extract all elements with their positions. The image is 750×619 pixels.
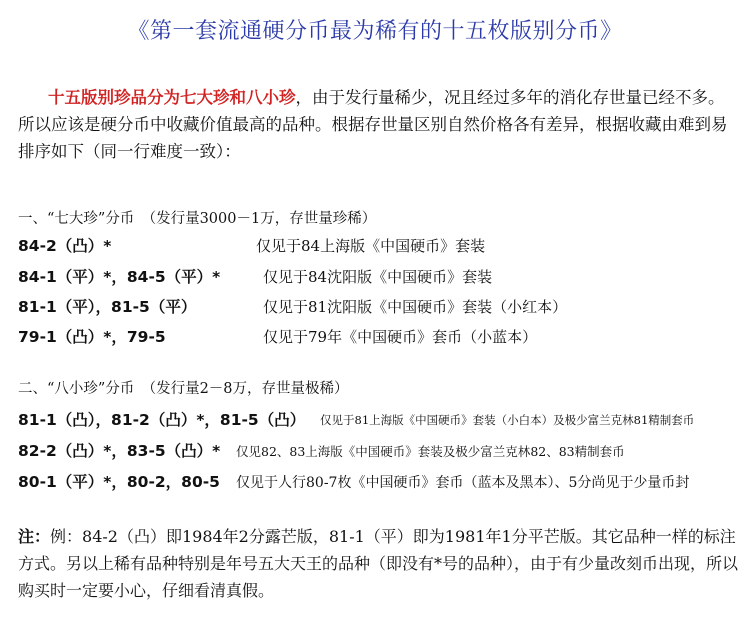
intro-highlight: 十五版别珍品分为七大珍和八小珍 [48, 88, 296, 107]
section1-heading: 一、“七大珍”分币 （发行量3000－1万，存世量珍稀） [18, 211, 377, 227]
coin-code: 80-1（平）*，80-2，80-5 [18, 473, 220, 491]
coin-code: 79-1（凸）*，79-5 [18, 328, 166, 346]
intro-paragraph [18, 84, 736, 165]
table-row [18, 325, 742, 353]
coin-code: 81-1（平），81-5（平） [18, 298, 197, 316]
page-title: 《第一套流通硬分币最为稀有的十五枚版别分币》 [127, 19, 623, 44]
coin-code: 81-1（凸），81-2（凸）*，81-5（凸） [18, 411, 306, 429]
coin-desc: 仅见82、83上海版《中国硬币》套装及极少富兰克林82、83精制套币 [236, 444, 625, 459]
coin-desc: 仅见于81沈阳版《中国硬币》套装（小红本） [263, 298, 568, 316]
coin-code: 82-2（凸）*，83-5（凸）* [18, 442, 221, 460]
note-text: 例：84-2（凸）即1984年2分露芒版，81-1（平）即为1981年1分平芒版。其它品种一样的标注方式。另以上稀有品种特别是年号五大天王的品种（即没有*号的品种），由于有少量改刻币出现，所以购买时一定要小心，仔细看清真假。 [18, 527, 739, 600]
table-row [18, 295, 742, 323]
section2-heading: 二、“八小珍”分币 （发行量2－8万，存世量极稀） [18, 381, 349, 397]
coin-desc: 仅见于84沈阳版《中国硬币》套装 [263, 268, 493, 286]
coin-code: 84-2（凸）* [18, 237, 112, 255]
table-row [18, 408, 742, 436]
table-row [18, 439, 742, 467]
table-row [18, 234, 742, 262]
note-label: 注： [18, 527, 51, 546]
coin-desc: 仅见于人行80-7枚《中国硬币》套币（蓝本及黑本）、5分尚见于少量币封 [236, 475, 690, 491]
coin-desc: 仅见于84上海版《中国硬币》套装 [256, 237, 486, 255]
note-paragraph [18, 523, 740, 604]
coin-code: 84-1（平）*，84-5（平）* [18, 268, 221, 286]
coin-desc: 仅见于79年《中国硬币》套币（小蓝本） [263, 328, 538, 346]
table-row [18, 265, 742, 293]
table-row [18, 470, 742, 498]
intro-text: ，由于发行量稀少，况且经过多年的消化存世量已经不多。所以应该是硬分币中收藏价值最高的品种。根据存世量区别自然价格各有差异，根据收藏由难到易排序如下（同一行难度一致）： [18, 88, 728, 161]
coin-desc: 仅见于81上海版《中国硬币》套装（小白本）及极少富兰克林81精制套币 [320, 413, 695, 427]
